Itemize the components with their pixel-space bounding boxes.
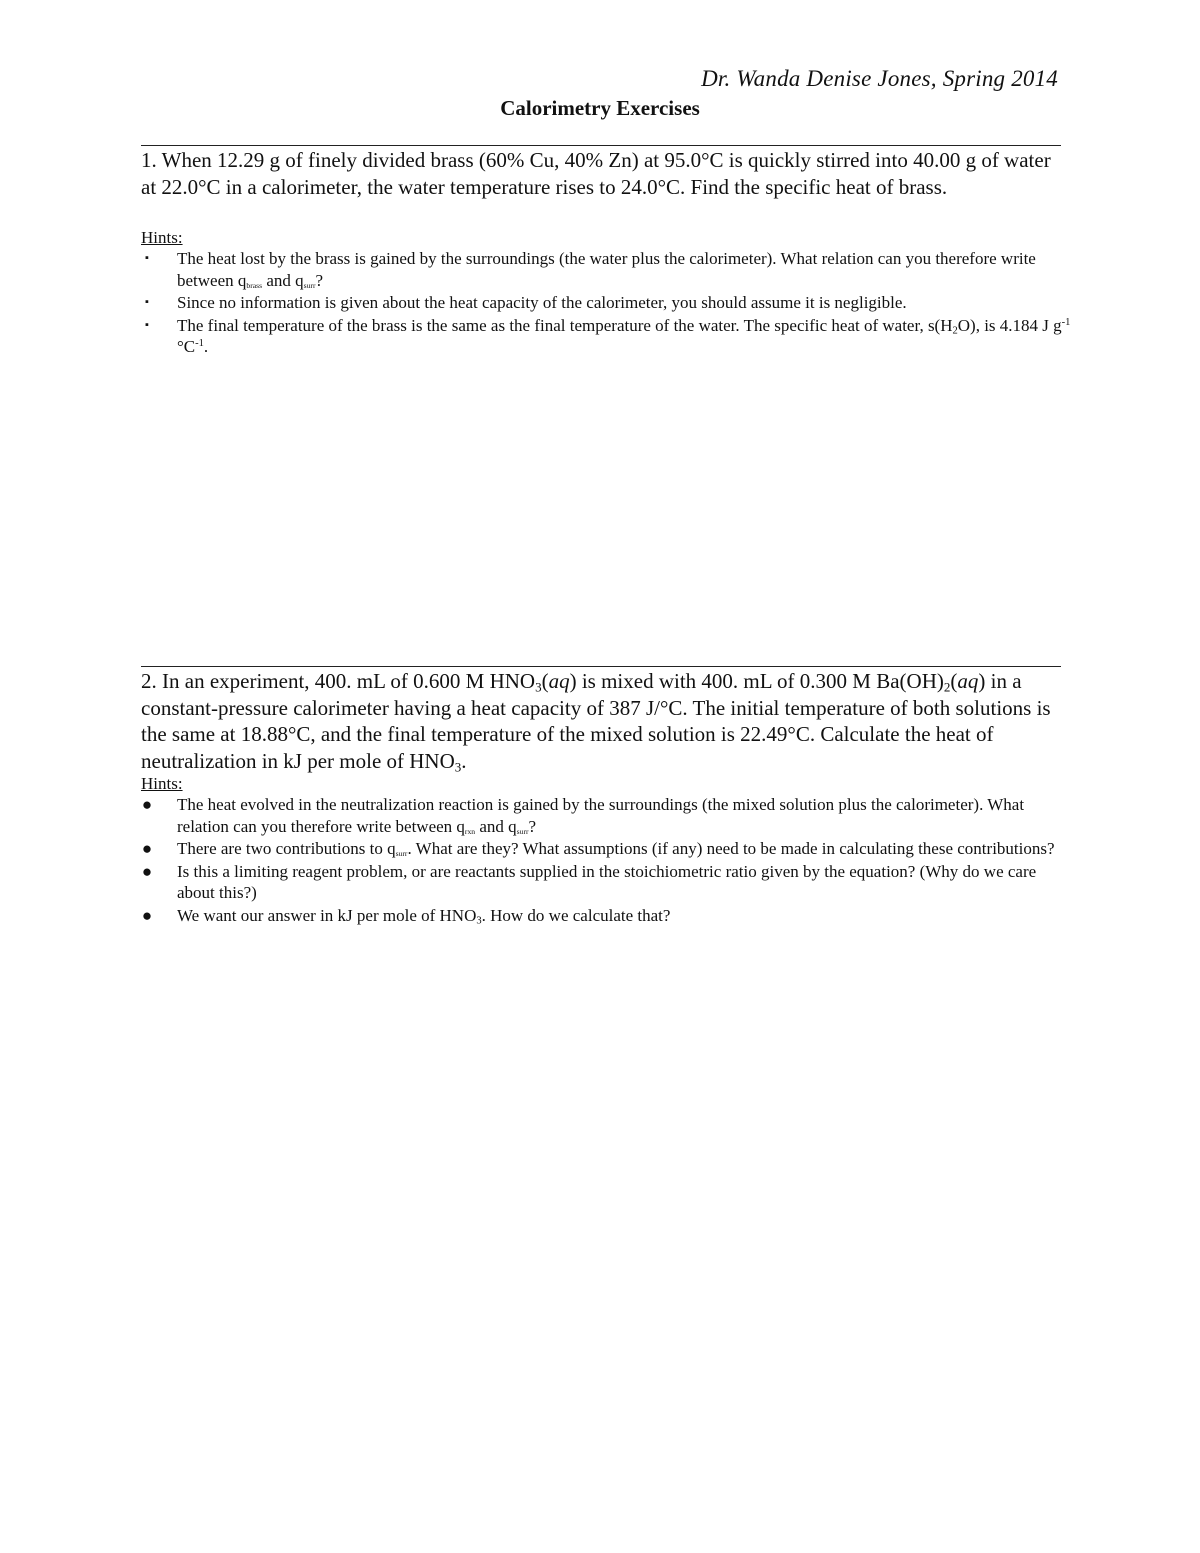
hint-list-1 — [141, 248, 1071, 359]
author-line: Dr. Wanda Denise Jones, Spring 2014 — [701, 66, 1058, 91]
hint-text: Since no information is given about the heat capacity of the calorimeter, you should assume it is negligible. — [177, 293, 907, 312]
hint-item — [141, 838, 1071, 860]
hint-item — [141, 292, 1071, 314]
hints-label-1: Hints: — [141, 228, 183, 247]
page-title: Calorimetry Exercises — [500, 96, 700, 120]
hint-text: The heat lost by the brass is gained by the surroundings (the water plus the calorimeter). What relation can you therefore write between $q_{brass}$ and $q_{surr}$? — [177, 249, 1036, 290]
divider-rule-2 — [141, 666, 1061, 667]
hint-list-2 — [141, 794, 1071, 927]
divider-rule-1 — [141, 145, 1061, 146]
hint-item — [141, 794, 1071, 837]
hint-item — [141, 905, 1071, 927]
question-2-text: 2. In an experiment, 400. mL of 0.600 M $HNO_3(aq)$ is mixed with 400. mL of 0.300 M $Ba(OH)_2(aq)$ in a constant-pressure calorimeter having a heat capacity of 387 J/°C. The initial temperature of both solutions is the same at 18.88°C, and the final temperature of the mixed solution is 22.49°C. Calculate the heat of neutralization in kJ per mole of $HNO_3$. — [141, 669, 1051, 774]
square-bullet-icon: ▪ — [145, 296, 149, 308]
square-bullet-icon: ▪ — [145, 252, 149, 264]
hint-item — [141, 861, 1071, 904]
round-bullet-icon: ● — [141, 905, 153, 925]
hint-item — [141, 248, 1071, 291]
round-bullet-icon: ● — [141, 795, 153, 814]
hint-text: We want our answer in kJ per mole of $HNO_3$. How do we calculate that? — [177, 905, 671, 927]
question-1-text: 1. When 12.29 g of finely divided brass (60% Cu, 40% Zn) at 95.0°C is quickly stirred into 40.00 g of water at 22.0°C in a calorimeter, the water temperature rises to 24.0°C. Find the specific heat of brass. — [141, 148, 1051, 199]
square-bullet-icon: ▪ — [145, 318, 149, 331]
round-bullet-icon: ● — [141, 861, 153, 881]
round-bullet-icon: ● — [141, 839, 153, 858]
hint-text: The heat evolved in the neutralization reaction is gained by the surroundings (the mixed solution plus the calorimeter). What relation can you therefore write between $q_{rxn}$ and $q_{surr}$? — [177, 795, 1025, 836]
hints-label-2: Hints: — [141, 774, 183, 793]
hint-text: Is this a limiting reagent problem, or are reactants supplied in the stoichiometric ratio given by the equation? (Why do we care about this?) — [177, 861, 1037, 902]
hint-item — [141, 315, 1071, 358]
hint-text: The final temperature of the brass is the same as the final temperature of the water. The specific heat of water, $s(H_2O)$, is 4.184 J $g^{-1}$ $^\circ C^{-1}$. — [177, 315, 1071, 356]
hint-text: There are two contributions to $q_{surr}$. What are they? What assumptions (if any) need to be made in calculating these contributions? — [177, 839, 1055, 858]
